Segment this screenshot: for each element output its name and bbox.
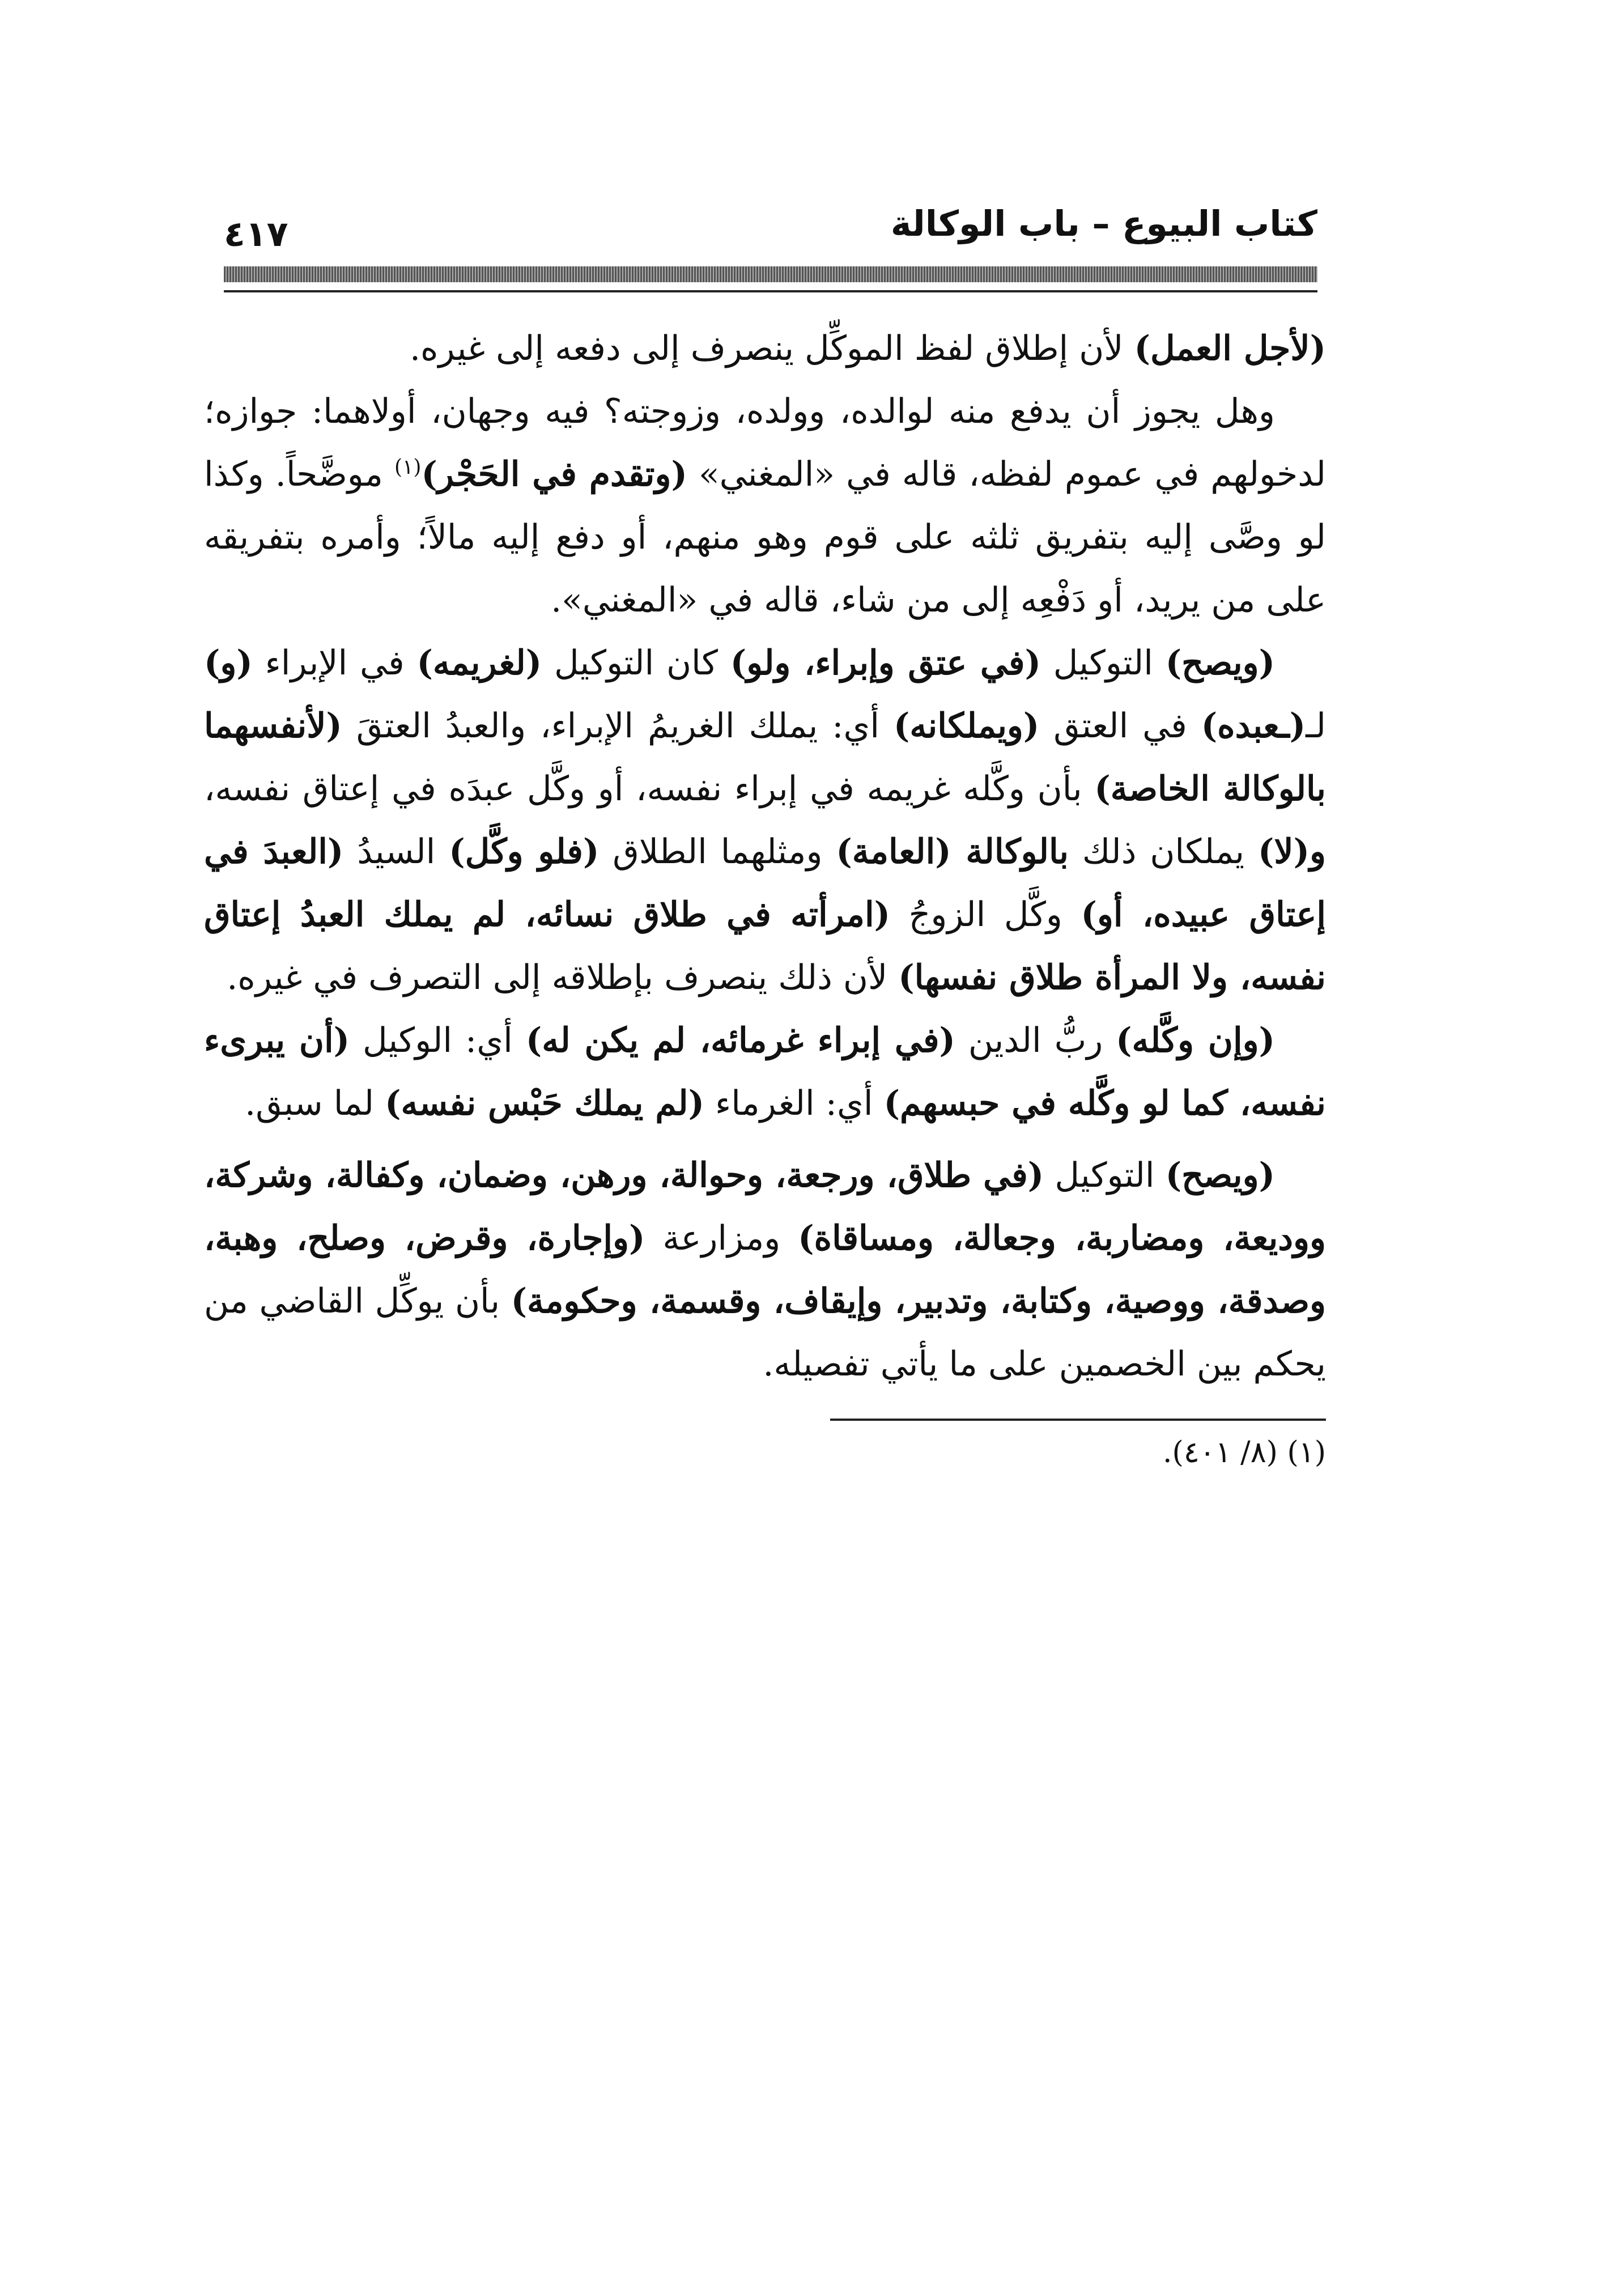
- footnote-marker: (١): [394, 456, 422, 479]
- matn-text: (العبدَ في إعتاق عبيده، أو): [204, 832, 1326, 935]
- paragraph: [204, 1009, 1326, 1135]
- matn-text: (فلو وكَّل): [449, 832, 600, 872]
- sharh-text: التوكيل: [1044, 1156, 1166, 1195]
- matn-text: (لغريمه): [416, 643, 542, 683]
- matn-text: (ـعبده): [1201, 706, 1306, 746]
- matn-text: (لم يملك حَبْس نفسه): [385, 1084, 704, 1123]
- matn-text: (ويصح): [1165, 643, 1276, 683]
- matn-text: (أن يبرىء نفسه، كما لو وكَّله في حبسهم): [204, 1021, 1326, 1123]
- sharh-text: لأن إطلاق لفظ الموكِّل ينصرف إلى دفعه إلى غيره.: [409, 329, 1134, 368]
- sharh-text: بأن يوكِّل القاضي من يحكم بين الخصمين على ما يأتي تفصيله.: [204, 1281, 1326, 1384]
- header-decorative-band: [224, 266, 1317, 282]
- sharh-text: ربُّ الدين: [955, 1021, 1116, 1060]
- body-text: [204, 317, 1326, 1396]
- matn-text: و(لا): [1258, 832, 1326, 872]
- sharh-text: لما سبق.: [245, 1084, 385, 1123]
- sharh-text: أي: يملك الغريمُ الإبراء، والعبدُ العتقَ: [342, 706, 894, 746]
- sharh-text: لـ: [1306, 706, 1326, 746]
- matn-text: (ويصح): [1165, 1156, 1275, 1195]
- matn-text: (ويملكانه): [894, 706, 1040, 746]
- sharh-text: في العتق: [1039, 706, 1201, 746]
- sharh-text: ومزارعة: [645, 1218, 798, 1258]
- sharh-text: السيدُ: [343, 832, 449, 872]
- header-rule: [224, 290, 1317, 292]
- sharh-text: يملكان ذلك: [1068, 832, 1259, 872]
- matn-text: (وإجارة، وقرض، وصلح، وهبة، وصدقة، ووصية، وكتابة، وتدبير، وإيقاف، وقسمة، وحكومة): [204, 1218, 1326, 1321]
- sharh-text: وهل يجوز أن يدفع منه لوالده، وولده، وزوجته؟ فيه وجهان، أولاهما: جوازه؛ لدخولهم في عموم لفظه، قاله في «المغني»: [204, 392, 1327, 494]
- sharh-text: كان التوكيل: [542, 643, 730, 683]
- paragraph: [204, 380, 1326, 632]
- sharh-text: التوكيل: [1040, 643, 1166, 683]
- paragraph: [204, 317, 1326, 380]
- sharh-text: موضَّحاً. وكذا لو وصَّى إليه بتفريق ثلثه على قوم وهو منهم، أو دفع إليه مالاً؛ وأمره بتفريقه على من يريد، أو دَفْعِه إلى من شاء، قاله في «المغني».: [204, 455, 1326, 620]
- sharh-text: بأن وكَّله غريمه في إبراء نفسه، أو وكَّل عبدَه في إعتاق نفسه،: [204, 769, 1095, 809]
- page-number: ٤١٧: [224, 213, 288, 254]
- page-header: [224, 201, 1317, 269]
- paragraph: [204, 632, 1326, 1009]
- matn-text: (لأجل العمل): [1134, 329, 1326, 368]
- sharh-text: لأن ذلك ينصرف بإطلاقه إلى التصرف في غيره.: [227, 958, 899, 997]
- matn-text: (في عتق وإبراء، ولو): [730, 643, 1041, 683]
- paragraph: [204, 1144, 1326, 1396]
- matn-text: (وتقدم في الحَجْر): [421, 455, 687, 494]
- matn-text: (لأنفسهما بالوكالة الخاصة): [204, 706, 1326, 809]
- matn-text: بالوكالة (العامة): [836, 832, 1069, 872]
- matn-text: (و): [204, 643, 253, 683]
- matn-text: (في طلاق، ورجعة، وحوالة، ورهن، وضمان، وكفالة، وشركة، ووديعة، ومضاربة، وجعالة، ومساقاة): [204, 1156, 1326, 1258]
- footnote: (١) (٨/ ٤٠١).: [1163, 1436, 1326, 1470]
- sharh-text: وكَّل الزوجُ: [890, 895, 1081, 935]
- sharh-text: أي: الوكيل: [350, 1021, 526, 1060]
- matn-text: (وإن وكَّله): [1116, 1021, 1275, 1060]
- footnote-rule: [830, 1419, 1326, 1421]
- matn-text: (امرأته في طلاق نسائه، لم يملك العبدُ إعتاق نفسه، ولا المرأة طلاق نفسها): [204, 895, 1326, 997]
- running-title: كتاب البيوع – باب الوكالة: [890, 203, 1317, 244]
- sharh-text: أي: الغرماء: [704, 1084, 884, 1123]
- sharh-text: في الإبراء: [252, 643, 417, 683]
- sharh-text: ومثلهما الطلاق: [599, 832, 836, 872]
- matn-text: (في إبراء غرمائه، لم يكن له): [525, 1021, 955, 1060]
